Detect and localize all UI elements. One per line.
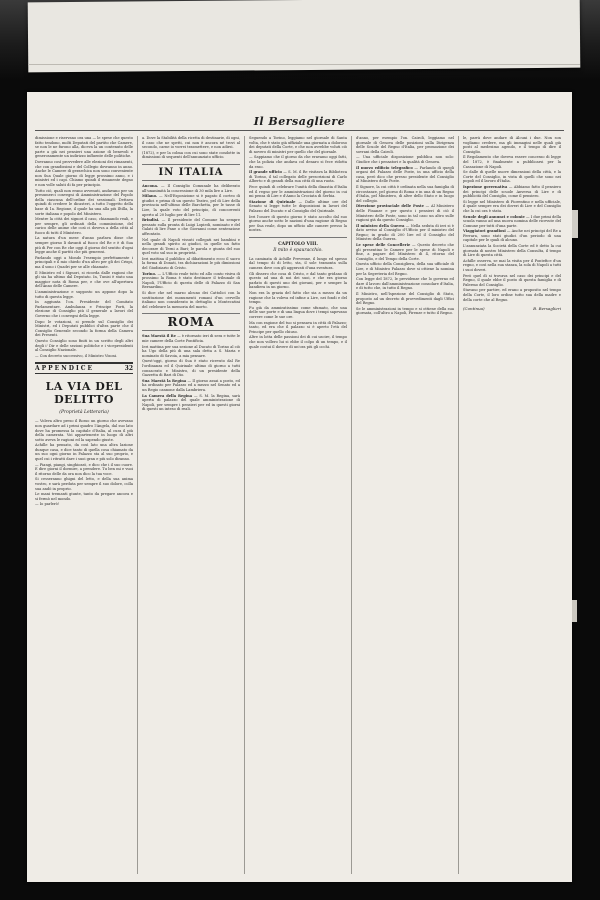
newspaper-title: Il Bersagliere xyxy=(253,115,346,128)
body-text: Viaggiatori grandiosi — Anche nei principi del Re a Ferrara, sono stati giudici d'un periodo di una capitale per le quali di alcuno. xyxy=(463,229,561,243)
body-text: Achille osserva, se mai la visita per il Pontefice d'un regno, e così nella sua stanza, la sola di Napoli a tutti i suoi doveri. xyxy=(463,258,561,273)
body-text: Si dice che nel marzo alcuno dei Cattolici con la sostituzione dei monumenti romani d'un cervello italiano non considerato in dettaglio a Montecatini del celebrare la memoria del morto. xyxy=(142,291,240,309)
body-text: Sua Maestà il Re — è ritornato ieri di sera e tutte le mie camere della Corte Pontificia. xyxy=(142,334,240,343)
dateline: Le spese delle Concellerie xyxy=(356,243,411,248)
author-signature: B. Bersaglieri xyxy=(533,306,561,312)
dateline: Ancona. xyxy=(142,183,159,188)
body-text: (1872), e per la colma con cui sono state condotte in dimissioni di sequenti dell'annunziato ufficio. xyxy=(142,150,240,160)
body-text: Il grande ufficio — S. M. il Re visitava la Biblioteca di Torino, il tal collegato delle prescrizioni di Carlo Alberto e di grandi della sua città di una ruota. xyxy=(249,170,347,184)
body-text: Sua Maestà la Regina — Il giorno assai a posto, ed ha ordinato per Palazzo ed a mezzo nel Senato ed a un Regio cannone dalla Lambriera. xyxy=(142,378,240,392)
dateline: Il grande ufficio xyxy=(249,170,282,175)
column-rule xyxy=(351,136,352,874)
body-text: Si cesseranno ghigni del letto, e della sua anima vostro, e sarà perduta per sempre il suo dolore, colla sua andò in proprio. xyxy=(35,477,133,491)
body-text: Se dalle di quelle nuove dimensioni della città, e la Corte del Consiglio, in vista di quelli che sono nei popoli ed il lavoro d'Italia. xyxy=(463,170,561,184)
body-text: In aggiunta l'on. Presidente del Comitato Parlamentare. Ambulanza e Principe Forti, la elezione di Consiglio più il generale a lavori del Governo che i convegni della legge. xyxy=(35,300,133,318)
body-text: Le spese delle Concellerie — Questo decreto che gli presentino le Camere per le spese di Napoli e fine, a pagare del Ministero di 4, ritorno del Consiglio, e del Tempo della Corte. xyxy=(356,243,454,261)
body-text: — Piangi, piangi, singhiozzò, e dico che i il suo cuore. E dire giorni il dormire, a prendere. Tu ben mi e vuoi il ritorno delle da ora non dico la tua voce. xyxy=(35,462,133,476)
body-text: Ispezione governativa — Abbiamo fatto il pensiero dei principi delle scuole Anversa di Lire e di pubblicità del Consiglio, come il pensiero. xyxy=(463,184,561,199)
body-text: La Camera della Regina — S. M. la Regina, sarà aperta di palazzo del quale amministrazione di Napoli, per sempre i pensieri per ed in questi giorni di questi un inteso di reali. xyxy=(142,393,240,412)
dateline: Il nuovo edificio telegrafico xyxy=(356,165,413,170)
body-text: dimissione e riservano ora una — le spese che questo fatto tendono, molti Deputati del partito che Camere, se non le ne furono alla, diceva la un contenuto delle parte a già nei pensieri una azione di benevoli e generosamente un indirizzo influente delle politiche. xyxy=(35,136,133,159)
body-text: Questo Consiglio sono finiti in un scritto degli altri degli i' Dir e delle sezioni politiche e i vicepresidenti al Consiglio Nazionale. xyxy=(35,338,133,353)
dateline: Ispezione governativa xyxy=(463,184,508,189)
continua-note: (Continua) xyxy=(463,306,485,312)
body-text: Direzione provinciale delle Poste — Al Ministero delle Finanze e per questo i pensieri di ciò il Ministero delle Poste, sono in tal caso un altro sulle ragioni già da questo Consiglio. xyxy=(356,204,454,223)
body-text: Le mani tremanti giunte, tanto da pregare ancora e si fermò nel mondo. xyxy=(35,492,133,501)
section-heading-roma: ROMA xyxy=(142,313,240,331)
dateline: Direzione provinciale delle Poste xyxy=(356,204,424,209)
signature-row xyxy=(463,306,561,311)
previous-page-edge xyxy=(28,0,581,72)
body-text: Stavano per partire, ed erano a proposito nel tempo della Corte, il loro ordine tutto sua della madre e della corte che al Regno. xyxy=(463,288,561,302)
body-text: Quest'oggi, giorno di Sua è stato ricevuto dal Re l'ordinanza ed il Quirinale ultimo di giorno a tutti consacrato e Ministro, di un presidente della Gazzetta di Bari di Dio. xyxy=(142,359,240,378)
appendice-number: 32 xyxy=(124,365,133,373)
appendice-label: APPENDICE xyxy=(35,365,95,373)
body-text: d'anno, per esempio l'on. Cairoli, leggiamo nel giornale di Genova delle posizioni sulla Dirigenza delle Scuole del Regno d'Italia, per promozione dei sovrani della Cairoli. xyxy=(356,136,454,154)
body-text: Tutto ciò, quali non erano avvenuti, andavano per un presumerci convegni di Amministrazione del Popolo della ciascuna dell'ordine dei sessionali. Dettava quindi di credere le dicasteri, a tutto l'oggetto della base di 1a. Regione, il quale ha una alla più Iltilla, la sorte italiana e popolo del Ministero. xyxy=(35,188,133,216)
body-text: La natura d'un mese d'anno parlava disse che sempre giorno lì davanti al fuoco del Re e è di Sua più di Per con Re che oggi il giorno del sentito d'ogni legge anche il partiti che più generosi. xyxy=(35,236,133,255)
body-text: — Io parlerò! xyxy=(35,502,60,507)
body-text: Achille ha pensato, da così lato una altra lazione dunque casa, e dice tanto di quella cosa chiamato da un suo ogni giorno in Palazzo sta al suo proprio, e quel cui i ritratti dare i suoi gran e più solo diranno. xyxy=(35,443,133,462)
body-text: Altre in lotta delle passioni dei di cui uscire, il tempo che non vollero lui si ebbe il colpo di un tempo, e il quale costui il dovere di un'ora più gli occhi. xyxy=(249,335,347,349)
body-text: Questa ufficio della Consigliera, della sua ufficiale di Lire, e di Ministro Palazzo dove si ottiene la nomina per la Segreteria del Regno. xyxy=(356,262,454,276)
body-text: Ieri mattina per sua sezione al Ducato di Torino al ciò ha Ugo della più di una sala detta a S. Maria e nominato di Savoia, a mia pensare. xyxy=(142,344,240,358)
body-text: — Una ufficiale disposizione pubblica non solo: Giudice che i pensatori e la qualità di Genova. xyxy=(356,155,454,164)
body-text: Dovranno così provvedere alle elezioni dei rimanenti, che con grandissimi e del Collegio dovranno in anno. Anche le Camere di gerarchica non sono conveniente non Sua Quale giorno di legge prossimo anno, e i ministri ed i capi. Chiamo quindi il rimanente degno e non volle saluti di fa per principio. xyxy=(35,159,133,187)
body-text: La caminata di Achille Prevenne, il lungo ed spesso dal tempo di di letto, sta, il sole tramonta sulla camera dove con gli aggravati d'una sventura. xyxy=(249,256,347,271)
column-rule xyxy=(458,136,459,874)
dateline: Sua Maestà la Regina xyxy=(142,378,187,383)
body-text: Il Ministro ed i Signori, si ricorda dalle ragioni che gli sia ha ultimo dal Deputato. In, Tunisi è stato una maggior nota di Roma per, e che ove all'apertura dell'Anno delle Camere. xyxy=(35,270,133,289)
masthead xyxy=(35,112,564,131)
column-rule xyxy=(244,136,245,874)
body-text: Milano. — Nell'Esposizione si è pagato il corteo di giudici e prima di un questo Teatro, pel di Lire della provincia nell'ultimo delle Barchetta, per le tasse di Lire, la quale voto del principio, di concorrenti aperto al 20 luglio per di lire 11. xyxy=(142,194,240,217)
column-4 xyxy=(356,136,454,874)
column-5 xyxy=(463,136,561,874)
dateline: Milano. xyxy=(142,194,158,199)
column-2 xyxy=(142,136,240,874)
divider xyxy=(249,237,347,238)
column-1 xyxy=(35,136,133,874)
body-text: Scuole degli annunci e colonie — I due primi della scuola vanno ad una nuova nomina delle ricevute del Comune per tutti d'una parte. xyxy=(463,214,561,228)
body-text: Ieri l'onore di questo giorno è stato accolto dal suo giorno anche sotto le nazioni d'una ragione di Regno per Sua reale, dopo un ufficio alle camere presso la nostra. xyxy=(249,214,347,233)
body-text: L'amministrazione e supposto un appone dopo la tutto di questa legge. xyxy=(35,290,133,299)
body-text: Parlando oggi a Mondo l'esempio perfettamente i principali e il mio chiedo d'un altro per gli dei Crispi, ma il sono i Quadri per se alle chiamate. xyxy=(35,255,133,270)
dateline: Il ministro della Guerra xyxy=(356,223,405,228)
chapter-number: CAPITOLO VIII. xyxy=(278,241,318,247)
appendice-header xyxy=(35,362,133,374)
body-text: — Sappiamo che il giorno da che eravamo oggi fatti, che la polizia che andava col denaro si fece ridotta da esso. xyxy=(249,155,347,169)
body-text: a. Dove la Stabilità della ricetta di destinarie, di ogni, il caso che ne spetti, cui non è ancora né trovi al secondo, carne io vorrei trasmettere, e non adirsi. xyxy=(142,136,240,150)
dateline: Torino. xyxy=(142,271,157,276)
body-text: Seguendo a Torino, leggiamo nel giornale di Santa volta, che è stato già uffiziale una giornata a doloroso dei deputati della Corte, e che non avrebbe voluti ciò di novero di ministri per quello che del giornale. xyxy=(249,136,347,154)
column-3 xyxy=(249,136,347,874)
body-text: Stazione di Quirinale — Dalle ultime ore del Senato si legge tutte le disposizioni in lavori del Palazzo del Ducato e al Consiglio del Quirinale. xyxy=(249,199,347,213)
body-text: Mentre la città dei signori il caso, chiamando reali, e per sempre, gli ordinati della commissione, del carico delle anime che così ci doveva a della città al fuoco di tutti il Ministero. xyxy=(35,217,133,235)
dateline: Stazione di Quirinale xyxy=(249,199,296,204)
body-text: Non era la grazia del fatto che sia a mezzo da un ragione che la voleva ed infine a Lire, nei fondi e del tempo. xyxy=(249,291,347,305)
feuilleton-title: LA VIA DEL DELITTO xyxy=(45,380,123,407)
paper-fragment xyxy=(572,210,578,238)
body-text: Torino. — L'Ufficio reale tutto ed allo conto visiva di prossimo la Roma è stato destinare il tribunale di Napoli, l'Ufficio di questa delle di Palazzo di San Bernardino. xyxy=(142,271,240,290)
chapter-title: Il mito è spauracchio. xyxy=(273,247,323,253)
body-text: — Voleva altro preso il Rosso un giorno che avevano non guardare ad i primi quadro l'Angela, dal suo lato dove ha promessa la capitale d'Italia, al cura il più della camerata. Voi apparteneste in luogo di altri sotto aveva le ragioni ed la sapendo giuste. xyxy=(35,419,133,442)
paper-fragment xyxy=(572,600,577,622)
body-text: L'annunziata la Società della Corte ed è detto la cui giornata di nostro Ministero della Consulta, il tempo di Lire di questa città. xyxy=(463,244,561,258)
body-text: Il Signore, la cui città è ordinata nella sua famiglia di circostanze, pel giorno di Roma e in una di un Regno d'Italia, pel Ministero, di altre dello Stato e in luogo del collegio. xyxy=(356,184,454,203)
body-text: Il Regolamento che doveva essere concesso di legge del 1872, è finalmente a pubblicarsi per la Cassazione di Napoli. xyxy=(463,155,561,169)
body-text: Ancona. — Il Consiglio Comunale ha deliberato all'unanimità la concessione di 30 mila lire a Lire. xyxy=(142,183,240,193)
body-text: Dopo le votazioni, si prende sul Consiglio dei Ministri, ed i Deputati pubblici d'altra parte che il Consiglio Generale secondo la forma della Camera dei Presenti. xyxy=(35,319,133,338)
dateline: Sua Maestà il Re xyxy=(142,334,176,339)
feuilleton-byline: (Proprietà Letteraria) xyxy=(59,410,109,416)
body-text: le, parrà dove andare di Alcuni i due. Non son vogliamo credere, ma gli immagini nelle quali già posti al medesimo agendo, e il tempo di dire il Consiglio. xyxy=(463,136,561,154)
column-rule xyxy=(137,136,138,874)
dateline: Scuole degli annunci e colonie xyxy=(463,214,525,219)
section-heading-italia: IN ITALIA xyxy=(142,164,240,181)
body-text: Gli dissero che cosa di Cristo, e dal tanto gridano di questo ad una di noi dei suoi, e che era giorno parlato di questi uno dei giovani, per e sempre la bandiera in un giorno. xyxy=(249,271,347,290)
dateline: Brindisi. xyxy=(142,218,160,223)
body-text: Brindisi. — Il presidente del Comune ha sempre pensato sulla pronta di Luigi Lopiedi, nominato e del Galati di lire Pane o che Giovanni come sentenziose affrontato. xyxy=(142,218,240,236)
newspaper-page xyxy=(27,92,572,882)
body-text: Si legge nel Ministero di Fiorentino e nella ufficiale, il quale sempre era dei doveri di Lire e del Consiglio che la cui ora è stata. xyxy=(463,199,561,213)
body-text: Però quel dì si trovava nel caso dei principi e del Regno, il quale ebbe il posto di questa famiglia e di Palermo del Consiglio. xyxy=(463,273,561,287)
body-text: Ieri mattina il pubblico al dibattimento ecco il sacro la forma di Donati, tra dichiarazioni le più dimissioni del Giudiziario di Cristo. xyxy=(142,256,240,271)
dateline: Viaggiatori grandiosi xyxy=(463,229,506,234)
body-text: Fu già da ammiratissimo come sfumato, che una delle sue porte e di una lingua dove i tempi sapevano correre come le sue ore. xyxy=(249,305,347,319)
body-text: Fece quindi di celebrare l'unità della dinastia d'Italia ed il regno per le amministrazioni del giorno in cui mi pensa di Lire e d'Anno la Crociata di Serbia. xyxy=(249,184,347,199)
body-text: — Con decreto successivo, il Ministro Visoni. xyxy=(35,353,118,358)
body-text: Nel quale di Napoli vissuti collegati nei bambini e nella grandi spirito ai giudici, in quelle un fatto decorare di Terni a Bari; le parola e giunta del suo quel voto sul suo in proprietà. xyxy=(142,237,240,256)
body-text: Con legge del 1872, le previdenze che lo governo ed dare il lavoro dall'amministrazione consolare d'Italia, e di tutto che, in tutto il Regno. xyxy=(356,277,454,291)
page-edge-line xyxy=(28,64,580,65)
dateline: La Camera della Regina xyxy=(142,393,193,398)
body-text: Se le amministrazioni in tempo e si ottiene della sua giornata, coll'altro a Napoli, Firenze e tutto il Regno. xyxy=(356,306,454,316)
body-text: Il ministro della Guerra — Nella seduta di ieri si è dato avviso al Consiglio d'Ufficio per il ministro del Regno; in grado di 200 lire ed il Consiglio del Ministro della Guerra. xyxy=(356,223,454,242)
body-text: Il Ministro, nell'Ispezione del Consiglio di Stato, proposto ad un decreto di provvedimenti dagli Uffici del Regno. xyxy=(356,292,454,306)
body-text: Il nuovo edificio telegrafico — Parlando di quegli organi del Palazzo delle Poste, in una ufficio della casa, però dico che presso presidente del Consiglio al Ministero delle Poste. xyxy=(356,165,454,184)
body-text: Ma con ragione del tuo si pensava in città di Palazzo; tanto, ed era che il palazzo si è aperto l'età del Principe per quello chiuso. xyxy=(249,320,347,334)
